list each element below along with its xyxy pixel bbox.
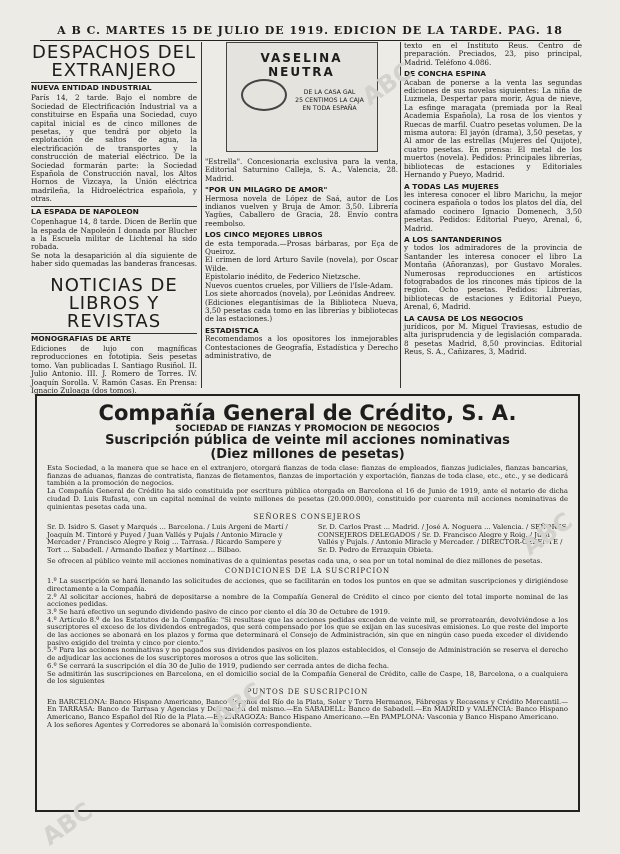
paragraph: Ediciones de lujo con magníficas reproducciones en fototipia. Seis pesetas tomo. Van publicadas I. Santiago Rusiñol. II. Julio Antonio. III. J. Romero de Torres. IV. Joaquín Sorolla. V. Ramón Casas. En Prensa: Ignacio Zuloaga (dos tomos). (31, 343, 197, 395)
condition-item: 6.º Se cerrará la suscripción el día 30 de Julio de 1919, pudiendo ser cerrada antes de dicha fecha. (47, 661, 390, 670)
subheading-estadistica: ESTADISTICA (205, 325, 259, 335)
paragraph: Nuevos cuentos crueles, por Villiers de l'Isle-Adam. (205, 280, 394, 290)
paragraph: Epistolario inédito, de Federico Nietzsche. (205, 272, 361, 282)
condition-item: 2.º Al solicitar acciones, habrá de depositarse a nombre de la Compañía General de Crédito el cinco por ciento del total importe nominal de las acciones pedidas. (47, 592, 568, 609)
noticias-heading: NOTICIAS DE LIBROS Y REVISTAS (50, 274, 178, 332)
credito-ad (35, 394, 580, 812)
paragraph: Se ofrecen al público veinte mil acciones nominativas de a quinientas pesetas cada una, o sea por un total nominal de diez millones de pesetas. (47, 556, 543, 565)
subheading-monografias: MONOGRAFIAS DE ARTE (31, 333, 197, 343)
vaselina-ad-title: VASELINA NEUTRA (260, 51, 343, 79)
paragraph: Los siete ahorcados (novela), por Leónidas Andreev. (205, 289, 396, 299)
paragraph: A los señores Agentes y Corredores se abonará la comisión correspondiente. (47, 720, 312, 729)
credito-ad-suscripcion: Suscripción pública de veinte mil acciones nominativas (105, 433, 510, 448)
subheading-espada: LA ESPADA DE NAPOLEON (31, 206, 197, 216)
condition-item: 4.º Artículo 8.º de los Estatutos de la Compañía: "Si resultase que las acciones pedidas exceden de veinte mil, se prorratearán, devolviéndose a los suscriptores el exceso de los dividendos entregados, que será compensado por los que se exijan en las sucesivas emisiones. Lo que reste del importe de las acciones se abonará en los plazos y forma que determinará el Consejo de Administración, sin que en ningún caso pueda exceder el dividendo pasivo exigido del treinta y cinco por ciento." (47, 615, 568, 647)
watermark-logo: ABC (36, 796, 98, 852)
paragraph: La Compañía General de Crédito ha sido constituida por escritura pública otorgada en Barcelona el 16 de Junio de 1919, ante el notario de dicha ciudad D. Luis Rufasta, con un capital nominal de veinte millones de pesetas (20.000.000), constituido por cuarenta mil acciones nominativas de quinientas pesetas cada una. (47, 487, 568, 511)
page-header: A B C. MARTES 15 DE JULIO DE 1919. EDICION DE LA TARDE. PAG. 18 (40, 24, 580, 41)
vaselina-line1: DE LA CASA GAL (303, 89, 356, 96)
paragraph: jurídicos, por M. Miguel Traviesas, estudio de alta jurisprudencia y de legislación comparada. 8 pesetas Madrid, 8,50 provincias. Editorial Reus, S. A., Cañizares, 3, Madrid. (404, 322, 582, 357)
paragraph: Hermosa novela de López de Saá, autor de Los indianos vuelven y Bruja de Amor. 3,50. Librería Yagües, Caballero de Gracia, 28. Envío contra reembolso. (205, 193, 398, 228)
vaselina-ad (226, 42, 378, 152)
paragraph: Acaban de ponerse a la venta las segundas ediciones de sus novelas siguientes: La niña de Luzmela, Despertar para morir, Agua de nieve, La esfinge maragata (premiada por la Real Academia Española), La rosa de los vientos y Ruecas de marfil. Cuatro pesetas volumen. De la misma autora: El jayón (drama), 3,50 pesetas, y Al amor de las estrellas (Mujeres del Quijote), cuatro pesetas. En prensa: El metal de los muertos (novela). Pedidos: Principales librerías, bibliotecas de estaciones y Editoriales Hernando y Pueyo, Madrid. (404, 77, 582, 180)
paragraph: y todos los admiradores de la provincia de Santander les interesa conocer el libro La Montaña (Añoranzas), por Gustavo Morales. Numerosas reproducciones en artísticos fotograbados de los rincones más típicos de la región. Ocho pesetas. Pedidos: Librerías, bibliotecas de estaciones y Editorial Pueyo, Arenal, 6, Madrid. (404, 243, 582, 312)
board-heading: SEÑORES CONSEJEROS (253, 513, 362, 522)
paragraph: (Ediciones elegantísimas de la Biblioteca Nueva, 3,50 pesetas cada tomo en las librerías y bibliotecas de las estaciones.) (205, 297, 398, 324)
paragraph: Recomendamos a los opositores los inmejorables Contestaciones de Geografía, Estadística y Derecho administrativo, de (205, 334, 398, 360)
column-left (31, 42, 197, 395)
subheading-concha-espina: DE CONCHA ESPINA (404, 69, 486, 79)
paragraph: texto en el Instituto Reus. Centro de preparación. Preciados, 23, piso principal, Madrid. Teléfono 4.086. (404, 41, 582, 67)
board-list (47, 524, 568, 555)
subheading-mujeres: A TODAS LAS MUJERES (404, 181, 499, 191)
paragraph: Esta Sociedad, a la manera que se hace en el extranjero, otorgará fianzas de toda clase: fianzas de empleados, fianzas judiciales, fianzas bancarias, fianzas de aduanas, fianzas de contratista, fianzas de fletamentos, fianzas de importación y exportación, fianzas de toda clase, etc., etc., y se dedicará también a la promoción de negocios. (47, 464, 568, 488)
despachos-heading: DESPACHOS DEL EXTRANJERO (31, 42, 197, 81)
subheading-cinco-libros: LOS CINCO MEJORES LIBROS (205, 230, 323, 240)
paragraph: El crimen de lord Arturo Savile (novela), por Oscar Wilde. (205, 255, 398, 273)
condition-item: 5.º Para las acciones nominativas y no pagados sus dividendos pasivos en los plazos establecidos, el Consejo de Administración se reserva el derecho de adjudicar las acciones de los suscriptores morosos a otros que las soliciten. (47, 646, 568, 663)
paragraph: En BARCELONA: Banco Hispano Americano, Banco Español del Río de la Plata, Soler y Torra Hermanos, Fábregas y Recasens y Crédito Mercantil.—En TARRASA: Banco de Tarrasa y Agencias y Delegación del mismo.—En SABADELL: Banco de Sabadell.—En MADRID y VALENCIA: Banco Hispano Americano, Banco Español del Río de la Plata.—En ZARAGOZA: Banco Hispano Americano.—En PAMPLONA: Vasconia y Banco Hispano Americano. (47, 697, 568, 722)
vaselina-line3: EN TODA ESPAÑA (302, 105, 357, 112)
watermark-logo: ABC (516, 506, 578, 562)
condition-item: Se admitirán las suscripciones en Barcelona, en el domicilio social de la Compañía General de Crédito, calle de Caspe, 18, Barcelona, o a cualquiera de los siguientes (47, 669, 568, 686)
credito-ad-millones: (Diez millones de pesetas) (210, 447, 405, 462)
credito-ad-title: Compañía General de Crédito, S. A. (98, 401, 517, 425)
column-divider (201, 42, 202, 388)
paragraph: les interesa conocer el libro Marichu, la mejor cocinera española o todos los platos del día, del afamado cocinero Ignacio Domenech, 3,50 pesetas. Pedidos: Editorial Pueyo, Arenal, 6, Madrid. (404, 189, 582, 233)
subheading-milagro: "POR UN MILAGRO DE AMOR" (205, 185, 328, 195)
vaselina-tin-image (241, 79, 287, 111)
watermark-logo: ABC (356, 56, 418, 112)
vaselina-line2: 25 CENTIMOS LA CAJA (295, 97, 364, 104)
credito-ad-subtitle: SOCIEDAD DE FIANZAS Y PROMOCION DE NEGOCIOS (175, 424, 440, 434)
paragraph: Copenhague 14, 8 tarde. Dicen de Berlín que la espada de Napoleón I donada por Blucher a la Escuela militar de Lichtenal ha sido robada. (31, 217, 197, 252)
column-right (404, 42, 582, 357)
conditions-heading: CONDICIONES DE LA SUSCRIPCION (224, 567, 391, 576)
subheading-negocios: LA CAUSA DE LOS NEGOCIOS (404, 313, 524, 323)
paragraph: "Estrella". Concesionaria exclusiva para la venta, Editorial Saturnino Calleja, S. A., Valencia, 28. Madrid. (205, 157, 398, 183)
subheading-nueva-entidad: NUEVA ENTIDAD INDUSTRIAL (31, 82, 197, 92)
condition-item: 1.º La suscripción se hará llenando las solicitudes de acciones, que se facilitarán en todos los puntos en que se admitan suscripciones y dirigiéndose directamente a la Compañía. (47, 577, 568, 593)
column-divider (400, 42, 401, 388)
paragraph: de esta temporada.—Prosas bárbaras, por Eça de Queiroz. (205, 238, 398, 257)
board-left: Sr. D. Isidro S. Gaset y Marqués ... Barcelona. / Luis Argeni de Martí / Joaquín M. Tintoré y Puyed / Juan Vallés y Pujals / Antonio Miracle y Mercader / Francisco Alegre y Roig ... Tarrasa. / Ricardo Sampere y Tort ... Sabadell. / Armando Ibañez y Martínez ... Bilbao. (47, 522, 288, 555)
paragraph: Se nota la desaparición al día siguiente de haber sido quemadas las banderas francesas. (31, 250, 197, 269)
subheading-santanderinos: A LOS SANTANDERINOS (404, 234, 502, 244)
paragraph: París 14, 2 tarde. Bajo el nombre de Sociedad de Electrificación Industrial va a constituirse en España una Sociedad, cuyo capital inicial es de cinco millones de pesetas, y que tendrá por objeto la explotación de saltos de agua, la electrificación de transportes y la construcción de material eléctrico. De la Sociedad formarán parte: la Sociedad Española de Construcción naval, los Altos Hornos de Vizcaya, la Unión eléctrica madrileña, la Hidroeléctrica española, y otras. (31, 93, 197, 204)
board-right: Sr. D. Carlos Prast ... Madrid. / José A. Noguera ... Valencia. / SEÑORES CONSEJEROS DELEGADOS / Sr. D. Francisco Alegre y Roig. / Juan Vallés y Pujals. / Antonio Miracle y Mercader. / DIRECTOR-GERENTE / Sr. D. Pedro de Errazquin Obieta. (317, 522, 567, 555)
condition-item: 3.º Se hará efectivo un segundo dividendo pasivo de cinco por ciento el día 30 de Octubre de 1919. (47, 607, 390, 616)
puntos-heading: PUNTOS DE SUSCRIPCION (246, 687, 369, 696)
watermark-logo: ABC (206, 676, 268, 732)
